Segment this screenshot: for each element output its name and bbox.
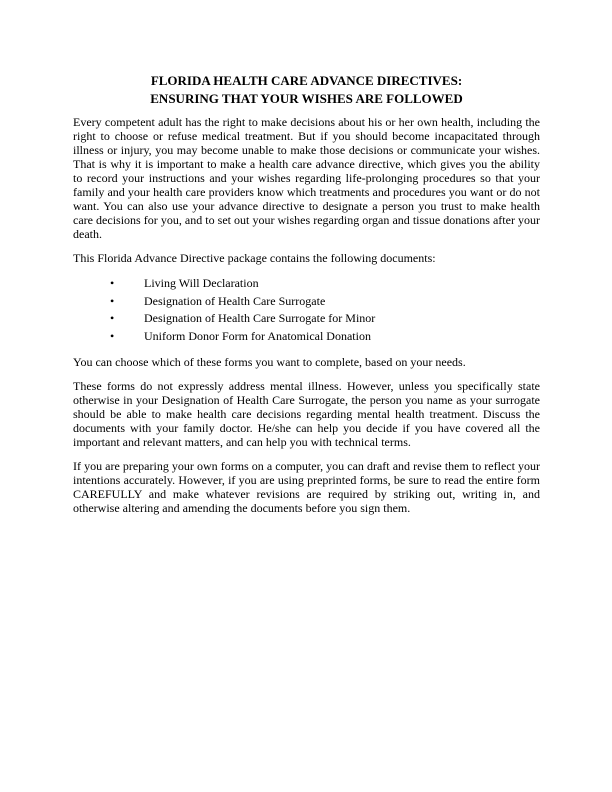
list-item bbox=[73, 293, 540, 311]
bullet-icon: • bbox=[110, 328, 115, 343]
documents-list bbox=[73, 275, 540, 345]
list-item-label: Designation of Health Care Surrogate for Minor bbox=[144, 311, 376, 325]
list-item bbox=[73, 310, 540, 328]
list-item bbox=[73, 275, 540, 293]
title-line-2: ENSURING THAT YOUR WISHES ARE FOLLOWED bbox=[150, 91, 463, 106]
bullet-icon: • bbox=[110, 311, 115, 325]
choose-forms-paragraph: You can choose which of these forms you want to complete, based on your needs. bbox=[73, 355, 466, 369]
intro-paragraph: Every competent adult has the right to make decisions about his or her own health, including the right to choose or refuse medical treatment. But if you should become incapacitated through illness or injury, you may become unable to make those decisions or communicate your wishes. That is why it is important to make a health care advance directive, which gives you the ability to record your instructions and your wishes regarding life-prolonging procedures so that your family and your health care providers know which treatments and procedures you want or do not want. You can also use your advance directive to designate a person you trust to make health care decisions for you, and to set out your wishes regarding organ and tissue donations after your death. bbox=[73, 115, 540, 241]
document-page bbox=[73, 72, 540, 525]
list-item bbox=[73, 328, 540, 346]
page-title bbox=[73, 72, 540, 108]
title-line-1: FLORIDA HEALTH CARE ADVANCE DIRECTIVES: bbox=[150, 73, 463, 88]
list-item-label: Uniform Donor Form for Anatomical Donation bbox=[144, 328, 371, 343]
list-item-label: Designation of Health Care Surrogate bbox=[144, 293, 326, 308]
bullet-icon: • bbox=[110, 293, 115, 308]
list-item-label: Living Will Declaration bbox=[144, 276, 259, 290]
preparing-forms-paragraph: If you are preparing your own forms on a computer, you can draft and revise them to reflect your intentions accurately. However, if you are using preprinted forms, be sure to read the entire form CAREFULLY and make whatever revisions are required by striking out, writing in, and otherwise altering and amending the documents before you sign them. bbox=[73, 459, 540, 515]
bullet-icon: • bbox=[110, 276, 115, 290]
mental-illness-paragraph: These forms do not expressly address mental illness. However, unless you specifically state otherwise in your Designation of Health Care Surrogate, the person you name as your surrogate should be able to make health care decisions regarding mental health treatment. Discuss the documents with your family doctor. He/she can help you decide if you have covered all the important and relevant matters, and can help you with technical terms. bbox=[73, 379, 540, 449]
package-contents-paragraph: This Florida Advance Directive package contains the following documents: bbox=[73, 251, 436, 265]
